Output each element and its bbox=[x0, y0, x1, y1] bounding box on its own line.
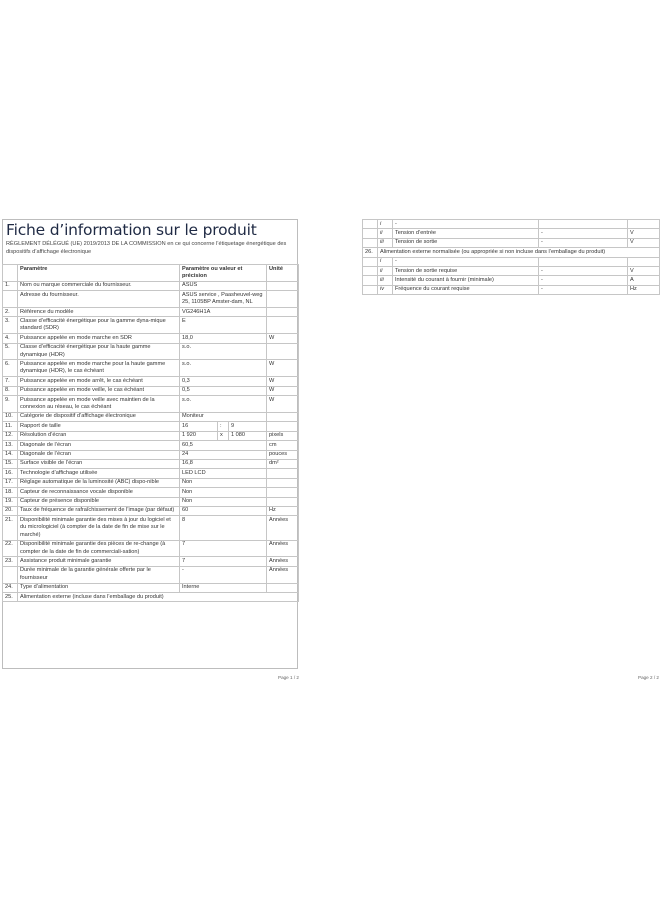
row-unit: V bbox=[628, 267, 660, 276]
row-label: Catégorie de dispositif d’affichage électronique bbox=[18, 412, 180, 421]
row-label: Durée minimale de la garantie générale offerte par le fournisseur bbox=[18, 566, 180, 583]
row-value: 7 bbox=[180, 540, 267, 557]
row-sub-index: iv bbox=[378, 285, 393, 294]
row-value: - bbox=[180, 566, 267, 583]
table-row bbox=[363, 229, 660, 238]
row-num bbox=[363, 257, 378, 266]
row-value: 24 bbox=[180, 450, 267, 459]
row-num: 1. bbox=[3, 281, 18, 290]
row-num: 6. bbox=[3, 360, 18, 377]
row-label: Capteur de présence disponible bbox=[18, 497, 180, 506]
row-unit bbox=[628, 220, 660, 229]
row-sub-index: ii bbox=[378, 267, 393, 276]
row-value: 18,0 bbox=[180, 334, 267, 343]
row-unit bbox=[267, 281, 299, 290]
row-label: Disponibilité minimale garantie des mises à jour du logiciel et du micrologiciel (à compter de la date de fin de mise sur le marché) bbox=[18, 516, 180, 540]
row-unit: Années bbox=[267, 566, 299, 583]
row-value: 60 bbox=[180, 506, 267, 515]
row-num: 13. bbox=[3, 441, 18, 450]
row-num: 7. bbox=[3, 377, 18, 386]
row-unit: Années bbox=[267, 516, 299, 540]
row-value: Interne bbox=[180, 583, 267, 592]
row-num: 4. bbox=[3, 334, 18, 343]
row-unit bbox=[267, 422, 299, 431]
row-unit: Années bbox=[267, 557, 299, 566]
row-value: LED LCD bbox=[180, 469, 267, 478]
table-row bbox=[363, 220, 660, 229]
row-unit bbox=[267, 478, 299, 487]
row-sub-index: ii bbox=[378, 229, 393, 238]
row-value: VG246H1A bbox=[180, 308, 267, 317]
row-num: 8. bbox=[3, 386, 18, 395]
table-row bbox=[3, 469, 299, 478]
row-label: Puissance appelée en mode veille, le cas échéant bbox=[18, 386, 180, 395]
row-value: s.o. bbox=[180, 343, 267, 360]
row-num: 14. bbox=[3, 450, 18, 459]
row-value: Non bbox=[180, 488, 267, 497]
row-num: 24. bbox=[3, 583, 18, 592]
row-unit: V bbox=[628, 229, 660, 238]
row-value: Non bbox=[180, 478, 267, 487]
row-num: 15. bbox=[3, 459, 18, 468]
row-value: 0,5 bbox=[180, 386, 267, 395]
row-unit: W bbox=[267, 386, 299, 395]
row-num: 19. bbox=[3, 497, 18, 506]
header-value: Paramètre ou valeur et précision bbox=[180, 265, 267, 282]
row-label: Puissance appelée en mode veille avec maintien de la connexion au réseau, le cas échéant bbox=[18, 396, 180, 413]
row-unit bbox=[267, 308, 299, 317]
row-unit: cm bbox=[267, 441, 299, 450]
row-label: Nom ou marque commerciale du fournisseur. bbox=[18, 281, 180, 290]
row-unit bbox=[267, 469, 299, 478]
row-value: 16,8 bbox=[180, 459, 267, 468]
row-label: Puissance appelée en mode marche pour la haute gamme dynamique (HDR), le cas échéant bbox=[18, 360, 180, 377]
row-label: Technologie d’affichage utilisée bbox=[18, 469, 180, 478]
row-unit bbox=[628, 257, 660, 266]
table-row bbox=[3, 506, 299, 515]
row-label: Puissance appelée en mode marche en SDR bbox=[18, 334, 180, 343]
row-label: Réglage automatique de la luminosité (ABC) dispo-nible bbox=[18, 478, 180, 487]
row-sub-index: i bbox=[378, 220, 393, 229]
row-value: ASUS bbox=[180, 281, 267, 290]
product-info-table-continued bbox=[362, 219, 660, 295]
row-label: Surface visible de l’écran bbox=[18, 459, 180, 468]
table-row bbox=[363, 238, 660, 247]
table-row bbox=[3, 593, 299, 602]
row-unit: V bbox=[628, 238, 660, 247]
row-label: Classe d’efficacité énergétique pour la haute gamme dynamique (HDR) bbox=[18, 343, 180, 360]
row-unit: W bbox=[267, 334, 299, 343]
row-value: - bbox=[539, 285, 628, 294]
table-row bbox=[3, 557, 299, 566]
row-num bbox=[363, 267, 378, 276]
row-label: Fréquence du courant requise bbox=[393, 285, 539, 294]
table-row bbox=[3, 450, 299, 459]
row-unit: W bbox=[267, 377, 299, 386]
row-label: Référence du modèle bbox=[18, 308, 180, 317]
row-label: Intensité du courant à fournir (minimale) bbox=[393, 276, 539, 285]
row-num: 11. bbox=[3, 422, 18, 431]
row-unit bbox=[267, 317, 299, 334]
table-row bbox=[3, 396, 299, 413]
row-num: 10. bbox=[3, 412, 18, 421]
row-num bbox=[363, 285, 378, 294]
row-value: 0,3 bbox=[180, 377, 267, 386]
table-row bbox=[3, 516, 299, 540]
row-value bbox=[539, 257, 628, 266]
row-value: Non bbox=[180, 497, 267, 506]
row-num: 20. bbox=[3, 506, 18, 515]
table-row bbox=[3, 334, 299, 343]
row-unit: pouces bbox=[267, 450, 299, 459]
table-row bbox=[363, 276, 660, 285]
page-footer: Page 1 / 2 bbox=[278, 675, 299, 680]
row-value: 60,5 bbox=[180, 441, 267, 450]
row-label: - bbox=[393, 257, 539, 266]
table-row bbox=[3, 488, 299, 497]
row-num bbox=[3, 566, 18, 583]
row-label: Disponibilité minimale garantie des pièces de re-change (à compter de la date de fin de commerciali-sation) bbox=[18, 540, 180, 557]
row-num bbox=[3, 291, 18, 308]
row-num: 22. bbox=[3, 540, 18, 557]
row-value: s.o. bbox=[180, 396, 267, 413]
row-num: 5. bbox=[3, 343, 18, 360]
row-num bbox=[363, 238, 378, 247]
row-unit: pixels bbox=[267, 431, 299, 440]
table-row bbox=[3, 377, 299, 386]
row-label: Tension d’entrée bbox=[393, 229, 539, 238]
row-value-separator: x bbox=[218, 431, 229, 440]
table-row bbox=[3, 281, 299, 290]
table-row bbox=[3, 422, 299, 431]
row-unit: W bbox=[267, 396, 299, 413]
table-row bbox=[363, 285, 660, 294]
row-unit bbox=[267, 488, 299, 497]
row-num: 23. bbox=[3, 557, 18, 566]
row-label: Adresse du fournisseur. bbox=[18, 291, 180, 308]
row-unit: Années bbox=[267, 540, 299, 557]
row-value: 7 bbox=[180, 557, 267, 566]
row-value-b: 1 080 bbox=[229, 431, 267, 440]
row-label: Diagonale de l’écran bbox=[18, 441, 180, 450]
row-num: 26. bbox=[363, 248, 378, 257]
header-param: Paramètre bbox=[18, 265, 180, 282]
row-label: Capteur de reconnaissance vocale disponible bbox=[18, 488, 180, 497]
row-unit bbox=[267, 291, 299, 308]
row-label: Taux de fréquence de rafraîchissement de l’image (par défaut) bbox=[18, 506, 180, 515]
row-label: Diagonale de l’écran bbox=[18, 450, 180, 459]
row-value-a: 16 bbox=[180, 422, 218, 431]
row-label: Rapport de taille bbox=[18, 422, 180, 431]
row-num: 3. bbox=[3, 317, 18, 334]
table-row bbox=[3, 441, 299, 450]
row-sub-index: i bbox=[378, 257, 393, 266]
row-unit: W bbox=[267, 360, 299, 377]
row-num: 16. bbox=[3, 469, 18, 478]
table-row bbox=[3, 291, 299, 308]
row-value-a: 1 920 bbox=[180, 431, 218, 440]
row-value: s.o. bbox=[180, 360, 267, 377]
table-row bbox=[3, 566, 299, 583]
row-value: 8 bbox=[180, 516, 267, 540]
row-num bbox=[363, 229, 378, 238]
row-label: Tension de sortie requise bbox=[393, 267, 539, 276]
row-label: - bbox=[393, 220, 539, 229]
table-row bbox=[363, 248, 660, 257]
table-row bbox=[3, 431, 299, 440]
table-row bbox=[3, 478, 299, 487]
row-sub-index: iii bbox=[378, 276, 393, 285]
table-row bbox=[3, 583, 299, 592]
table-header-row bbox=[3, 265, 299, 282]
table-row bbox=[3, 386, 299, 395]
table-row bbox=[3, 343, 299, 360]
row-num: 12. bbox=[3, 431, 18, 440]
row-unit: dm² bbox=[267, 459, 299, 468]
row-label: Alimentation externe (incluse dans l’emballage du produit) bbox=[18, 593, 299, 602]
row-value: - bbox=[539, 267, 628, 276]
row-label: Assistance produit minimale garantie bbox=[18, 557, 180, 566]
document-title: Fiche d’information sur le produit bbox=[6, 221, 257, 239]
table-row bbox=[3, 412, 299, 421]
row-unit: Hz bbox=[267, 506, 299, 515]
row-unit bbox=[267, 583, 299, 592]
row-num bbox=[363, 220, 378, 229]
row-label: Classe d’efficacité énergétique pour la gamme dyna-mique standard (SDR) bbox=[18, 317, 180, 334]
row-label: Tension de sortie bbox=[393, 238, 539, 247]
row-num: 17. bbox=[3, 478, 18, 487]
regulation-intro: RÈGLEMENT DÉLÉGUÉ (UE) 2019/2013 DE LA COMMISSION en ce qui concerne l’étiquetage énergétique des dispositifs d’affichage électronique bbox=[6, 241, 287, 255]
row-num: 25. bbox=[3, 593, 18, 602]
page-1 bbox=[2, 219, 299, 681]
row-value bbox=[539, 220, 628, 229]
row-value: - bbox=[539, 276, 628, 285]
row-sub-index: iii bbox=[378, 238, 393, 247]
row-num: 18. bbox=[3, 488, 18, 497]
row-unit: A bbox=[628, 276, 660, 285]
product-info-table bbox=[2, 264, 299, 602]
row-label: Résolution d’écran bbox=[18, 431, 180, 440]
header-unit: Unité bbox=[267, 265, 299, 282]
row-label: Type d’alimentation bbox=[18, 583, 180, 592]
row-value: E bbox=[180, 317, 267, 334]
table-row bbox=[3, 360, 299, 377]
row-value: - bbox=[539, 229, 628, 238]
row-num: 9. bbox=[3, 396, 18, 413]
page-footer: Page 2 / 2 bbox=[638, 675, 659, 680]
row-num: 2. bbox=[3, 308, 18, 317]
row-unit bbox=[267, 497, 299, 506]
table-row bbox=[363, 257, 660, 266]
row-label: Puissance appelée en mode arrêt, le cas échéant bbox=[18, 377, 180, 386]
row-num: 21. bbox=[3, 516, 18, 540]
table-row bbox=[3, 308, 299, 317]
header-num bbox=[3, 265, 18, 282]
table-row bbox=[3, 317, 299, 334]
row-value: Moniteur bbox=[180, 412, 267, 421]
row-value: ASUS service , Paasheuvel-weg 25, 1105BP Amster-dam, NL bbox=[180, 291, 267, 308]
row-unit: Hz bbox=[628, 285, 660, 294]
row-unit bbox=[267, 412, 299, 421]
row-value: - bbox=[539, 238, 628, 247]
table-row bbox=[363, 267, 660, 276]
table-row bbox=[3, 497, 299, 506]
row-label: Alimentation externe normalisée (ou appropriée si non incluse dans l’emballage du produit) bbox=[378, 248, 660, 257]
table-row bbox=[3, 459, 299, 468]
row-value-separator: : bbox=[218, 422, 229, 431]
table-row bbox=[3, 540, 299, 557]
page-2 bbox=[362, 219, 659, 681]
row-unit bbox=[267, 343, 299, 360]
row-value-b: 9 bbox=[229, 422, 267, 431]
row-num bbox=[363, 276, 378, 285]
